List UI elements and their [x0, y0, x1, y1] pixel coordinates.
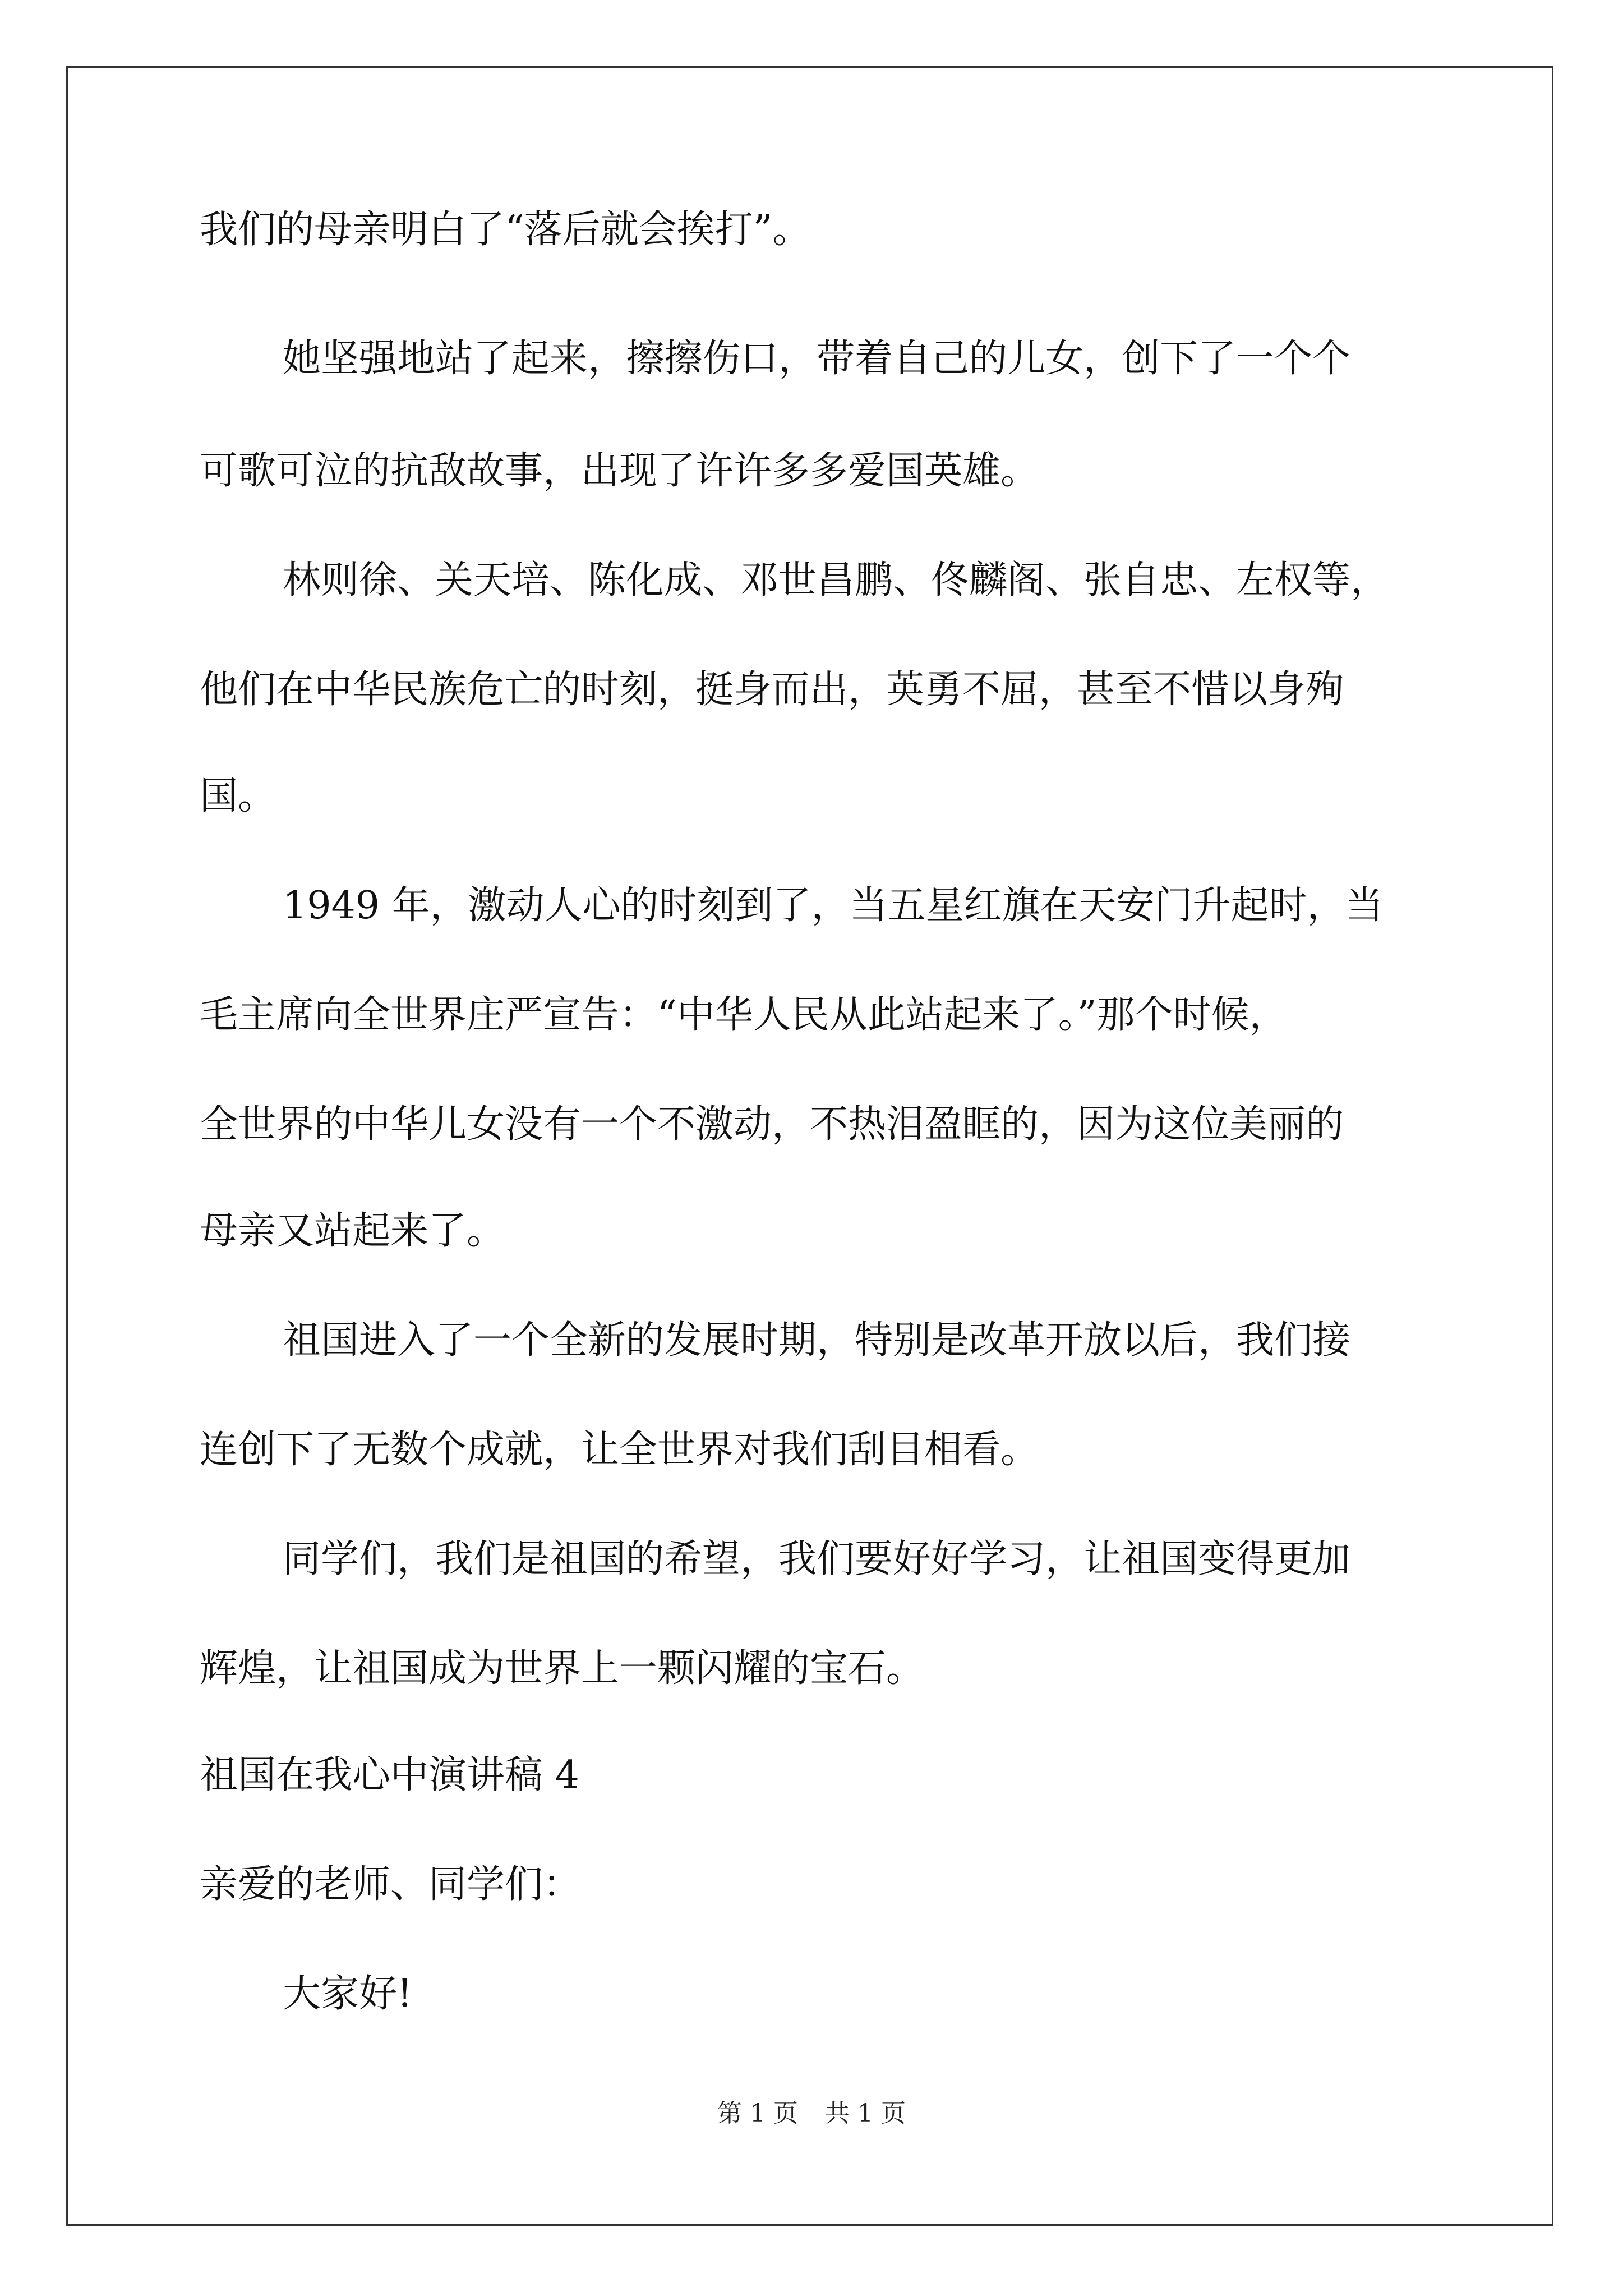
document-line: 祖国在我心中演讲稿 4	[200, 1753, 579, 1797]
document-line: 辉煌，让祖国成为世界上一颗闪耀的宝石。	[200, 1646, 925, 1691]
document-line: 她坚强地站了起来，擦擦伤口，带着自己的儿女，创下了一个个	[283, 337, 1351, 381]
page-footer	[0, 2098, 1623, 2129]
document-line: 全世界的中华儿女没有一个不激动，不热泪盈眶的，因为这位美丽的	[200, 1102, 1344, 1147]
page-total: 共 1 页	[825, 2099, 906, 2128]
document-line: 大家好!	[283, 1972, 413, 2016]
document-line: 毛主席向全世界庄严宣告：“中华人民从此站起来了。”那个时候，	[200, 993, 1288, 1037]
document-line: 连创下了无数个成就，让全世界对我们刮目相看。	[200, 1428, 1039, 1472]
document-line: 国。	[200, 774, 276, 818]
document-line: 我们的母亲明白了“落后就会挨打”。	[200, 208, 811, 252]
document-line: 他们在中华民族危亡的时刻，挺身而出，英勇不屈，甚至不惜以身殉	[200, 668, 1344, 712]
document-line: 同学们，我们是祖国的希望，我们要好好学习，让祖国变得更加	[283, 1537, 1351, 1581]
document-line: 林则徐、关天培、陈化成、邓世昌鹏、佟麟阁、张自忠、左权等，	[283, 558, 1389, 602]
document-line: 祖国进入了一个全新的发展时期，特别是改革开放以后，我们接	[283, 1318, 1351, 1363]
document-line: 1949 年，激动人心的时刻到了，当五星红旗在天安门升起时，当	[283, 884, 1384, 928]
document-line: 母亲又站起来了。	[200, 1209, 505, 1253]
document-line: 亲爱的老师、同学们：	[200, 1862, 582, 1907]
page-number: 第 1 页	[717, 2099, 798, 2128]
document-line: 可歌可泣的抗敌故事，出现了许许多多爱国英雄。	[200, 449, 1039, 493]
